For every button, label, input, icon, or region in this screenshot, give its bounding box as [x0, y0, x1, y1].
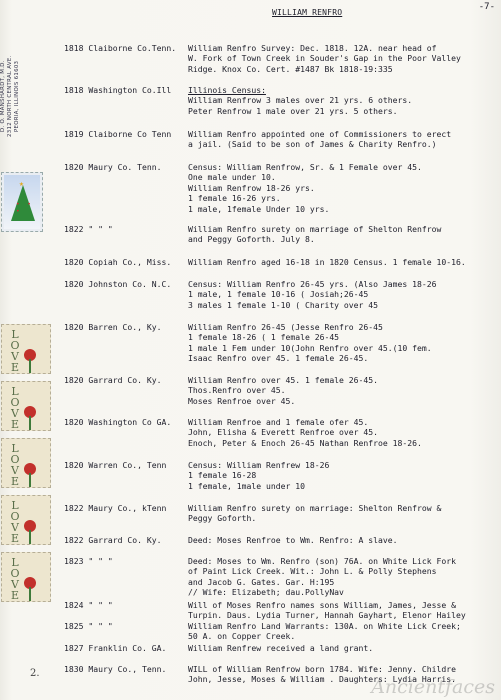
stamp-line: 2312 NORTH CENTRAL AVE.: [7, 55, 13, 137]
stamp-line: PEORIA, ILLINOIS 61603: [14, 60, 20, 132]
love-stamp: LOVE: [1, 552, 51, 602]
watermark: Ancientfaces: [371, 676, 495, 698]
entry-location: 1820 Barren Co., Ky.: [64, 322, 162, 332]
page-number: -7-: [478, 2, 495, 12]
entry-location: 1819 Claiborne Co Tenn: [64, 129, 172, 139]
margin-note: 2.: [30, 668, 40, 679]
entry-location: 1822 " " ": [64, 224, 113, 234]
entry-location: 1820 Johnston Co. N.C.: [64, 279, 172, 289]
entry-location: 1825 " " ": [64, 621, 113, 631]
love-stamp: LOVE: [1, 495, 51, 545]
record-entries: 1818 Claiborne Co.Tenn. William Renfro Survey: Dec. 1818. 12A. near head of W. Fork of Town Creek in Souder's Gap in the Poor Valley Ridge. Knox Co. Cert. #1487 Bk 1818-19:335 1818 Washington Co.Ill Illinois Census: William Renfrow 3 males over 21 yrs. 6 others. Peter Renfrow 1 male over 21 yrs. 5 others. 1819 Claiborne Co Tenn William Renfro appointed one of Commissioners to erect a jail. (Said to be son of James & Charity Renfro.) 1820 Maury Co. Tenn. Census: William Renfrow, Sr. & 1 Female over 45. One male under 10. William Renfrow 18-26 yrs. 1 female 16-26 yrs. 1 male, 1female Under 10 yrs. 1822 " " " William Renfro surety on marriage of Shelton Renfrow and Peggy Goforth. July 8. 1820 Copiah Co., Miss. William Renfro aged 16-18 in 1820 Census. 1 female 10-16. 1820 Johnston Co. N.C. Census: William Renfro 26-45 yrs. (Also James 18-26 1 male, 1 female 10-16 ( Josiah;26-45 3 males 1 female 1-10 ( Charity over 45 1820 Barren Co., Ky. William Renfro 26-45 (Jesse Renfro 26-45 1 female 18-26 ( 1 female 26-45 1 male 1 Fem under 10(John Renfro over 45.(10 fem. Isaac Renfro over 45. 1 female 26-45. 1820 Garrard Co. Ky. William Renfro over 45. 1 female 26-45. Thos.Renfro over 45. Moses Renfroe over 45. 1820 Washington Co GA. William Renfroe and 1 female ofer 45. John, Elisha & Everett Renfroe over 45. Enoch, Peter & Enoch 26-45 Nathan Renfroe 18-26. 1820 Warren Co., Tenn Census: William Renfrew 18-26 1 female 16-28 1 female, 1male under 10 1822 Maury Co., kTenn William Renfro surety on marriage: Shelton Renfrow & Peggy Goforth. 1822 Garrard Co. Ky. Deed: Moses Renfroe to Wm. Renfro: A slave. 1823 " " " Deed: Moses to Wm. Renfro (son) 76A. on White Lick Fork of Paint Lick Creek. Wit.: John L. & Polly Stephens and Jacob G. Gates. Gar. H:195 // Wife: Elizabeth; dau.PollyNav 1824 " " " Will of Moses Renfro names sons William, James, Jesse & Turpin. Daus. Lydia Turner, Hannah Gayhart, Elenor Hailey 1825 " " " William Renfro Land Warrants: 130A. on White Lick Creek; 50 A. on Copper Creek. 1827 Franklin Co. GA. William Renfrew received a land grant. 1830 Maury Co., Tenn. WILL of William Renfrow born 1784. Wife: Jenny. Childre John, Jesse, Moses & William . Daughters: Lydia Harris.: [64, 43, 466, 685]
entry-location: 1822 Maury Co., kTenn: [64, 503, 167, 513]
stamp-line: D. O. MANSHARDT, M.D.: [0, 60, 6, 132]
entry-location: 1824 " " ": [64, 600, 113, 610]
love-stamp: LOVE: [1, 324, 51, 374]
entry-location: 1820 Washington Co GA.: [64, 417, 172, 427]
entry-location: 1818 Claiborne Co.Tenn.: [64, 43, 177, 53]
entry-location: 1822 Garrard Co. Ky.: [64, 535, 162, 545]
love-stamp: LOVE: [1, 438, 51, 488]
entry-location: 1818 Washington Co.Ill: [64, 85, 172, 95]
entry-location: 1820 Copiah Co., Miss.: [64, 257, 172, 267]
entry-location: 1820 Warren Co., Tenn: [64, 460, 167, 470]
entry-location: 1823 " " ": [64, 556, 113, 566]
entry-location: 1820 Maury Co. Tenn.: [64, 162, 162, 172]
entry-location: 1827 Franklin Co. GA.: [64, 643, 167, 653]
entry-location: 1830 Maury Co., Tenn.: [64, 664, 167, 674]
entry-location: 1820 Garrard Co. Ky.: [64, 375, 162, 385]
love-stamp: LOVE: [1, 381, 51, 431]
page-title: WILLIAM RENFRO: [272, 8, 343, 17]
christmas-tree-stamp: ★ • • •: [1, 172, 43, 232]
